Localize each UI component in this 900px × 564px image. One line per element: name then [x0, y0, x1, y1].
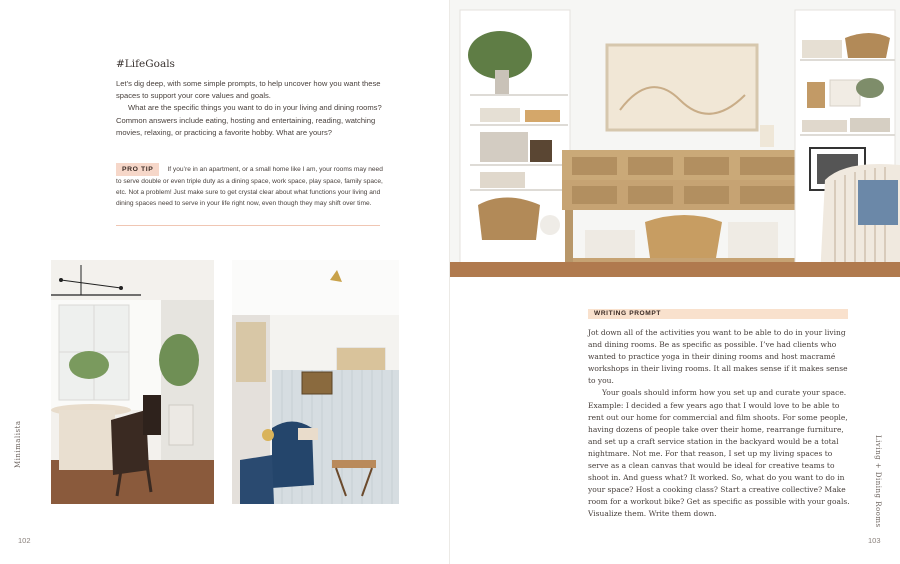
running-title-right: Living + Dining Rooms: [874, 435, 882, 528]
pro-tip: [116, 163, 384, 209]
page-number-left: 102: [18, 536, 31, 545]
running-title-left: Minimalista: [14, 420, 22, 468]
right-page: [450, 0, 900, 564]
intro-text: [116, 78, 384, 139]
writing-prompt-paragraph-1: Jot down all of the activities you want to be able to do in your living and dining rooms. Be as specific as possible. I’ve had clients who wanted to practice yoga in their dining rooms and host macramé workshops in their living rooms. It all makes sense if it makes sense to you.: [588, 328, 848, 386]
pro-tip-label: PRO TIP: [116, 163, 159, 176]
intro-paragraph-2: What are the specific things you want to do in your living and dining rooms? Common answers include eating, hosting and entertaining, reading, watching movies, relaxing, or practicing a favorite hobby. What are yours?: [116, 103, 382, 137]
page-number-right: 103: [868, 536, 881, 545]
writing-prompt-label: WRITING PROMPT: [588, 309, 848, 319]
intro-paragraph-1: Let’s dig deep, with some simple prompts, to help uncover how you want these spaces to support your core values and goals.: [116, 79, 381, 101]
living-room-console-photo: [450, 0, 900, 277]
section-heading: #LifeGoals: [116, 58, 175, 70]
dining-room-photo: [51, 260, 214, 504]
living-nook-photo: [232, 260, 399, 504]
writing-prompt-paragraph-2: Your goals should inform how you set up and curate your space. Example: I decided a few years ago that I would love to be able to rent out our home for commercial and film shoots. For some people, having dozens of people take over their home, rearrange furniture, and set up a craft service station in the backyard would be a total nightmare. Not me. For that reason, I set up my living spaces to serve as a clean canvas that would be ideal for creative teams to shoot in. And guess what? It worked. So, what do you want to do in your space? Host a cooking class? Start a creative collective? Make room for a workout bike? Get as specific as possible with your goals. Visualize them. Write them down.: [588, 388, 850, 519]
pro-tip-divider: [116, 225, 380, 226]
pro-tip-text: If you’re in an apartment, or a small home like I am, your rooms may need to serve double or even triple duty as a dining space, work space, play space, family space, etc. Not a problem! Just make sure to get crystal clear about what functions your living and dining spaces need to serve in your life right now, even though they may shift over time.: [116, 166, 383, 207]
writing-prompt-text: [588, 327, 850, 521]
